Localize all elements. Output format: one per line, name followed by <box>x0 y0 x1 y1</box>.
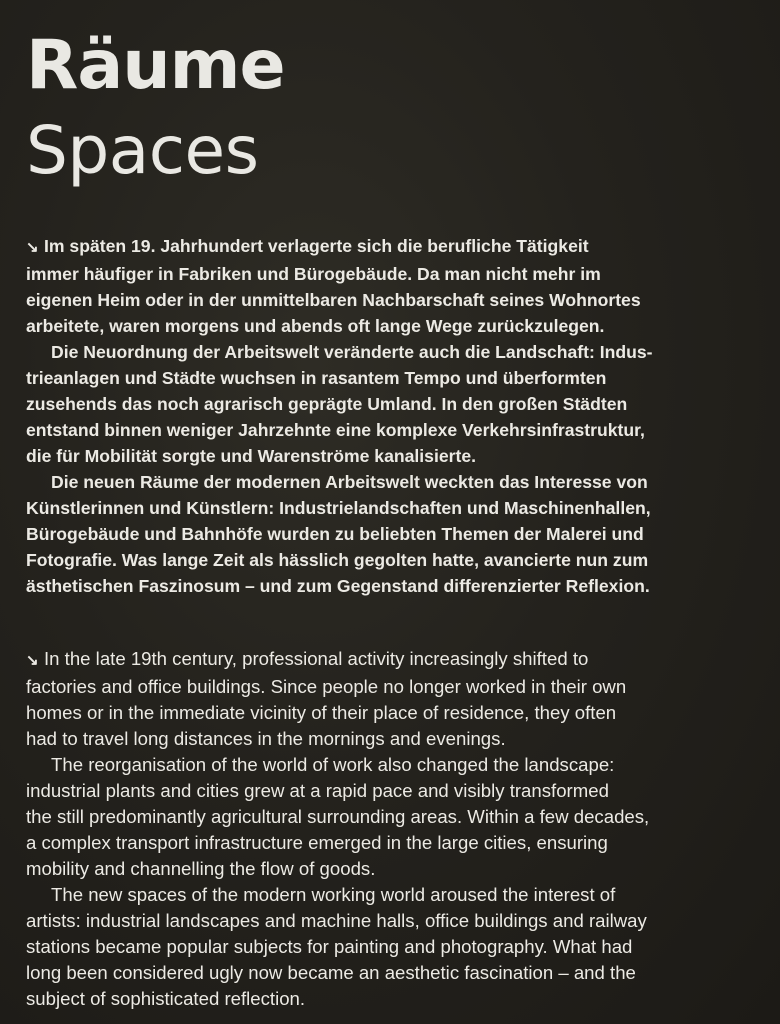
arrow-down-right-icon: ↘ <box>26 652 39 669</box>
german-p2-line-3: zusehends das noch agrarisch geprägte Umland. In den großen Städten <box>26 394 628 414</box>
title-german: Räume <box>26 26 285 105</box>
german-p3-line-5: ästhetischen Faszinosum – und zum Gegenstand differenzierter Reflexion. <box>26 576 650 596</box>
german-p2-line-5: die für Mobilität sorgte und Warenströme kanalisierte. <box>26 446 477 466</box>
english-p1-line-4: had to travel long distances in the mornings and evenings. <box>26 728 506 749</box>
english-p3-line-5: subject of sophisticated reflection. <box>26 988 306 1009</box>
german-text-block <box>26 233 756 599</box>
german-p2-line-1: Die Neuordnung der Arbeitswelt veränderte auch die Landschaft: Indus- <box>51 342 653 362</box>
german-p1-line-2: immer häufiger in Fabriken und Bürogebäude. Da man nicht mehr im <box>26 264 601 284</box>
german-p1-line-1: ↘ Im späten 19. Jahrhundert verlagerte sich die berufliche Tätigkeit <box>26 233 756 261</box>
english-p1-line-3: homes or in the immediate vicinity of their place of residence, they often <box>26 702 617 723</box>
german-p1-line-3: eigenen Heim oder in der unmittelbaren Nachbarschaft seines Wohnortes <box>26 290 641 310</box>
english-p2-line-5: mobility and channelling the flow of goods. <box>26 858 376 879</box>
german-p2-line-4: entstand binnen weniger Jahrzehnte eine komplexe Verkehrsinfrastruktur, <box>26 420 645 440</box>
english-p2-line-2: industrial plants and cities grew at a rapid pace and visibly transformed <box>26 780 609 801</box>
english-p3-line-3: stations became popular subjects for painting and photography. What had <box>26 936 633 957</box>
english-p1-line-1: ↘ In the late 19th century, professional activity increasingly shifted to <box>26 646 756 674</box>
english-p1-line-2: factories and office buildings. Since people no longer worked in their own <box>26 676 627 697</box>
english-text-block <box>26 646 756 1012</box>
german-p3-line-2: Künstlerinnen und Künstlern: Industrielandschaften und Maschinenhallen, <box>26 498 651 518</box>
german-p3-line-3: Bürogebäude und Bahnhöfe wurden zu beliebten Themen der Malerei und <box>26 524 644 544</box>
german-p3-line-1: Die neuen Räume der modernen Arbeitswelt weckten das Interesse von <box>51 472 648 492</box>
german-p3-line-4: Fotografie. Was lange Zeit als hässlich gegolten hatte, avancierte nun zum <box>26 550 649 570</box>
arrow-down-right-icon: ↘ <box>26 239 39 256</box>
english-p2-line-1: The reorganisation of the world of work also changed the landscape: <box>51 754 615 775</box>
english-p3-line-2: artists: industrial landscapes and machine halls, office buildings and railway <box>26 910 647 931</box>
english-p3-line-1: The new spaces of the modern working world aroused the interest of <box>51 884 616 905</box>
german-p2-line-2: trieanlagen und Städte wuchsen in rasantem Tempo und überformten <box>26 368 607 388</box>
english-p2-line-4: a complex transport infrastructure emerged in the large cities, ensuring <box>26 832 608 853</box>
title-english: Spaces <box>26 112 259 189</box>
german-p1-line-4: arbeitete, waren morgens und abends oft lange Wege zurückzulegen. <box>26 316 605 336</box>
english-p3-line-4: long been considered ugly now became an aesthetic fascination – and the <box>26 962 636 983</box>
english-p2-line-3: the still predominantly agricultural surrounding areas. Within a few decades, <box>26 806 650 827</box>
